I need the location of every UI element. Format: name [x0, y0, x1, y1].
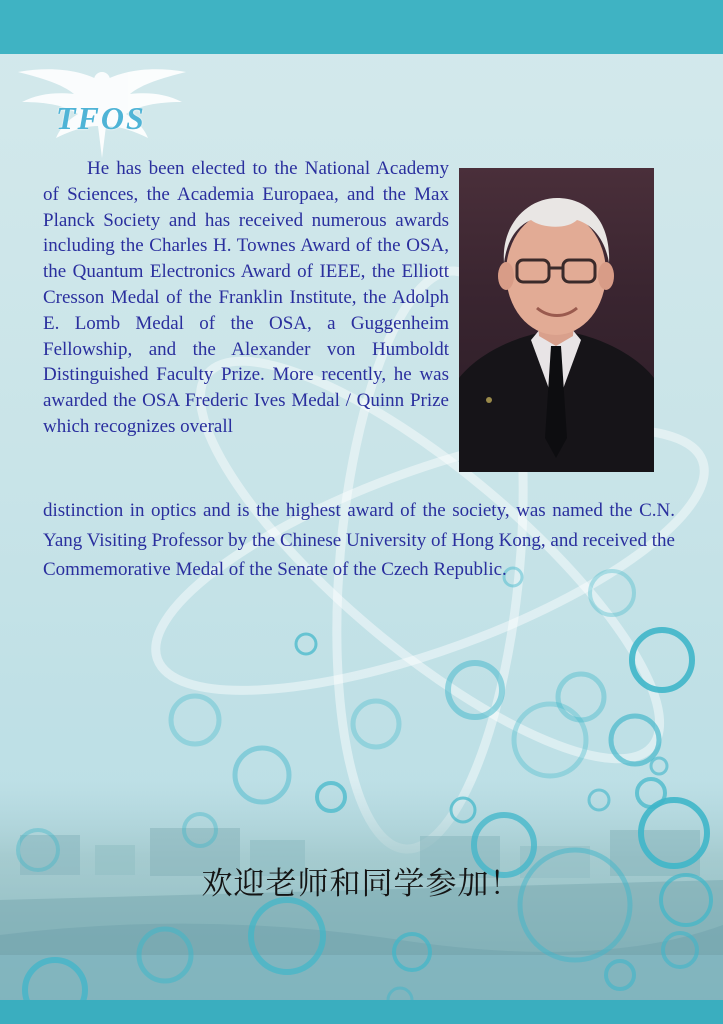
portrait-illustration [459, 168, 654, 472]
portrait-photo [459, 168, 654, 472]
logo-text: TFOS [56, 100, 146, 136]
bio-paragraph-2: distinction in optics and is the highest award of the society, was named the C.N. Yang Visiting Professor by the Chinese University of Hong Kong, and received the Commemorative Medal of the Senate of the Czech Republic. [43, 500, 675, 580]
footer-bar [0, 1000, 723, 1024]
bio-paragraph-1: He has been elected to the National Academy of Sciences, the Academia Europaea, and the Max Planck Society and has received numerous awards including the Charles H. Townes Award of the OSA, the Quantum Electronics Award of IEEE, the Elliott Cresson Medal of the Franklin Institute, the Adolph E. Lomb Medal of the OSA, a Guggenheim Fellowship, and the Alexander von Humboldt Distinguished Faculty Prize. More recently, he was awarded the OSA Frederic Ives Medal / Quinn Prize which recognizes overall [43, 158, 449, 437]
welcome-message: 欢迎老师和同学参加！ [201, 866, 522, 902]
